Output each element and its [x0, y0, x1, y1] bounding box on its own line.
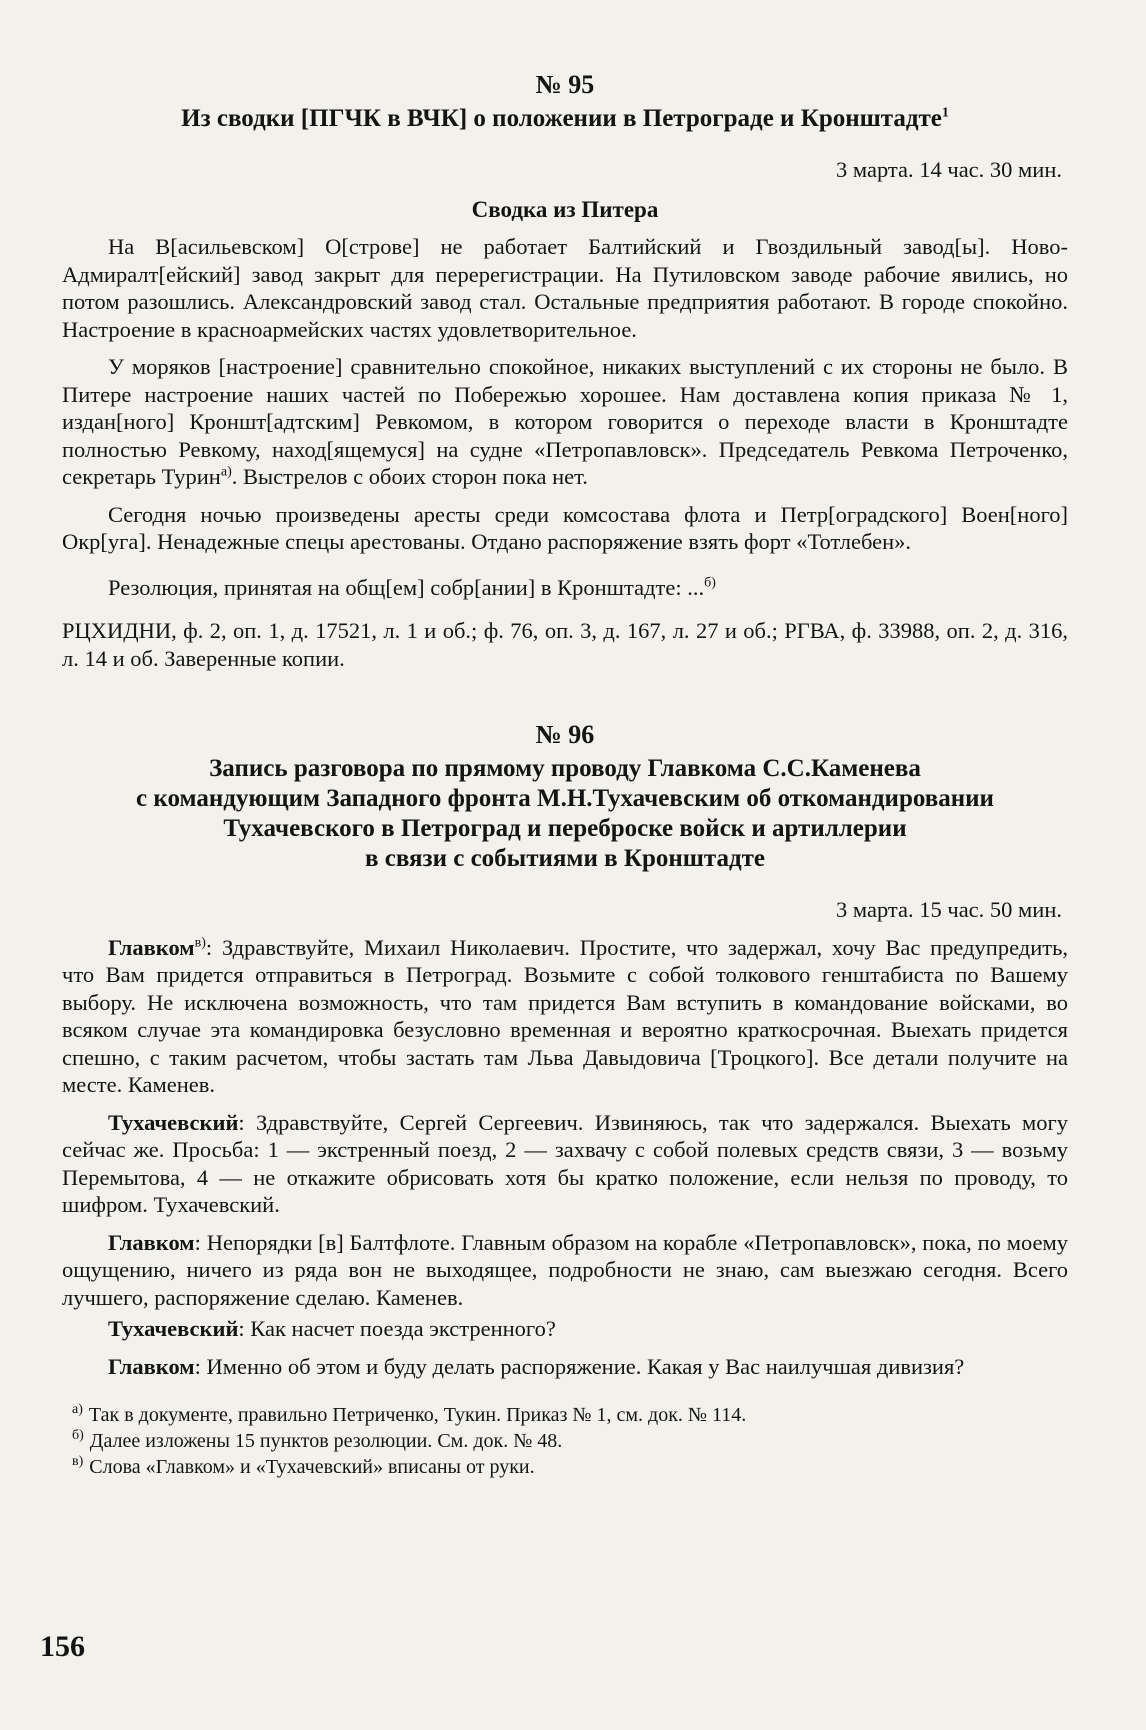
doc96-date: 3 марта. 15 час. 50 мин. — [836, 897, 1062, 922]
doc96-title — [62, 754, 1068, 874]
doc95-resolution-text: Резолюция, принятая на общ[ем] собр[ании] в Кронштадте: ... — [108, 574, 705, 600]
doc95-p2-text-a: У моряков [настроение] сравнительно спокойное, никаких выступлений с их стороны не было. В Питере настроение наших частей по Побережью хорошее. Нам доставлена копия приказа № 1, издан[ного] Кроншт[адтским] Ревкомом, в котором говорится о переходе власти в Кронштадте полностью Ревкому, наход[ящемуся] на судне «Петропавловск». Председатель Ревкома Петроченко, секретарь Турин — [62, 354, 1068, 489]
doc96-title-line-3: Тухачевского в Петроград и переброске войск и артиллерии — [223, 815, 907, 842]
speaker-name: Главком — [108, 1229, 195, 1255]
doc95-paragraph-3: Сегодня ночью произведены аресты среди комсостава флота и Петр[оградского] Воен[ного] Окр[уга]. Ненадежные спецы арестованы. Отдано распоряжение взять форт «Тотлебен». — [62, 501, 1068, 554]
dialogue-text: : Здравствуйте, Сергей Сергеевич. Извиняюсь, так что задержался. Выехать могу сейчас же. Просьба: 1 — экстренный поезд, 2 — захвачу с собой полевых средств связи, 3 — возьму Перемытова, 4 — не откажите обрисовать хотя бы кратко положение, если нельзя по проводу, то шифром. Тухачевский. — [62, 1109, 1068, 1217]
page-number: 156 — [40, 1630, 85, 1663]
doc95-subhead: Сводка из Питера — [471, 196, 659, 222]
footnote — [72, 1454, 1068, 1480]
speaker-note: в) — [194, 935, 206, 950]
footnote-mark: а) — [72, 1402, 83, 1418]
footnotes — [62, 1402, 1068, 1480]
doc96-title-line-1: Запись разговора по прямому проводу Главкома С.С.Каменева — [209, 755, 921, 782]
footnote-text: Слова «Главком» и «Тухачевский» вписаны от руки. — [89, 1456, 535, 1478]
footnote-text: Так в документе, правильно Петриченко, Тукин. Приказ № 1, см. док. № 114. — [88, 1404, 747, 1426]
dialogue-line — [62, 1229, 1068, 1312]
speaker-name: Тухачевский — [108, 1109, 239, 1135]
dialogue-text: : Как насчет поезда экстренного? — [238, 1316, 556, 1341]
doc95-paragraph-1: На В[асильевском] О[строве] не работает Балтийский и Гвоздильный завод[ы]. Ново-Адмиралт[ейский] завод закрыт для перерегистрации. На Путиловском заводе рабочие явились, но потом разошлись. Александровский завод стал. Остальные предприятия работают. В городе спокойно. Настроение в красноармейских частях удовлетворительное. — [62, 234, 1068, 342]
doc96-number: № 96 — [535, 720, 595, 749]
dialogue-line — [62, 1109, 1068, 1219]
speaker-name: Тухачевский — [108, 1316, 239, 1341]
footnote — [72, 1428, 1068, 1454]
doc95-title — [62, 104, 1068, 134]
doc95-archive-reference: РЦХИДНИ, ф. 2, оп. 1, д. 17521, л. 1 и об.; ф. 76, оп. 3, д. 167, л. 27 и об.; РГВА, ф. 33988, оп. 2, д. 316, л. 14 и об. Заверенные копии. — [62, 618, 1068, 671]
doc96-title-line-4: в связи с событиями в Кронштадте — [365, 845, 765, 872]
doc95-resolution-note: б) — [704, 575, 716, 590]
doc95-paragraph-2 — [62, 353, 1068, 491]
dialogue-text: : Непорядки [в] Балтфлоте. Главным образом на корабле «Петропавловск», пока, по моему ощущению, ничего из ряда вон не выходящее, подробности не знаю, сам выезжаю сегодня. Всего лучшего, распоряжение сделаю. Каменев. — [62, 1229, 1068, 1310]
doc95-date: 3 марта. 14 час. 30 мин. — [836, 157, 1062, 182]
dialogue-line — [62, 1353, 1068, 1381]
doc95-number: № 95 — [535, 70, 595, 99]
dialogue-text: : Здравствуйте, Михаил Николаевич. Простите, что задержал, хочу Вас предупредить, что Вам придется отправиться в Петроград. Возьмите с собой толкового генштабиста по Вашему выбору. Не исключена возможность, что там придется Вам вступить в командование войсками, во всяком случае эта командировка безусловно временная и вероятно краткосрочная. Выехать придется спешно, с таким расчетом, чтобы застать там Льва Давыдовича [Троцкого]. Все детали получите на месте. Каменев. — [62, 934, 1068, 1097]
document-page — [62, 70, 1068, 1480]
doc95-p2-text-b: . Выстрелов с обоих сторон пока нет. — [231, 464, 588, 489]
footnote-text: Далее изложены 15 пунктов резолюции. См. док. № 48. — [89, 1430, 563, 1452]
doc95-resolution — [62, 574, 1068, 602]
footnote — [72, 1402, 1068, 1428]
doc95-title-note: 1 — [941, 105, 949, 121]
doc95-title-text: Из сводки [ПГЧК в ВЧК] о положении в Петрограде и Кронштадте — [181, 105, 942, 132]
dialogue-text: : Именно об этом и буду делать распоряжение. Какая у Вас наилучшая дивизия? — [194, 1353, 965, 1379]
speaker-name: Главком — [108, 1353, 195, 1379]
dialogue-line — [62, 934, 1068, 1099]
doc96-title-line-2: с командующим Западного фронта М.Н.Тухачевским об откомандировании — [136, 785, 994, 812]
footnote-mark: в) — [72, 1454, 84, 1470]
footnote-mark: б) — [72, 1428, 84, 1444]
dialogue-line — [62, 1315, 1068, 1343]
doc95-p2-note: а) — [220, 464, 232, 480]
speaker-name: Главком — [108, 934, 195, 960]
